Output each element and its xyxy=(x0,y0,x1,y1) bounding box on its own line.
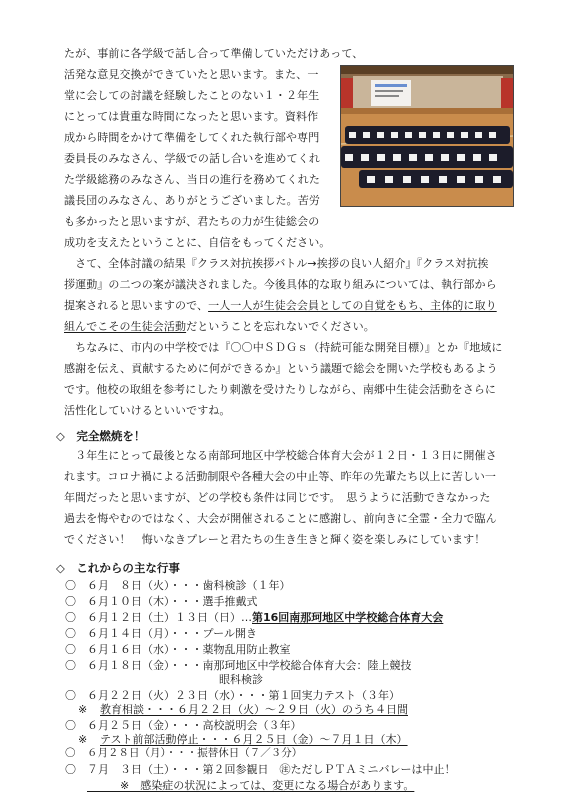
paragraph-line: さて、全体討議の結果『クラス対抗挨拶バトル→挨拶の良い人紹介』『クラス対抗挨 xyxy=(64,257,489,270)
schedule-footnote xyxy=(65,778,414,793)
schedule-bullet: 〇 xyxy=(65,747,76,759)
note-mark: ※ xyxy=(78,733,88,746)
underlined-emphasis: 一人一人が生徒会会員としての自覚をもち、主体的に取り xyxy=(208,299,497,312)
schedule-item xyxy=(65,610,443,625)
paragraph-line: 活性化していけるといいですね。 xyxy=(64,404,231,417)
paragraph-line: です。他校の取組を参考にしたり刺激を受けたりしながら、南郷中生徒会活動をさらに xyxy=(64,383,497,396)
schedule-item xyxy=(65,672,263,687)
schedule-bullet: 〇 xyxy=(65,579,76,592)
schedule-bullet: 〇 xyxy=(65,611,76,624)
schedule-item xyxy=(65,746,302,761)
intro-line: も多かったと思いますが、君たちの力が生徒総会の xyxy=(64,215,320,228)
schedule-bullet: 〇 xyxy=(65,689,76,702)
schedule-bullet: 〇 xyxy=(65,719,76,732)
schedule-text: 眼科検診 xyxy=(87,673,263,686)
intro-line: 堂に会しての討議を経験したことのない１・２年生 xyxy=(64,89,320,102)
note-mark: ※ xyxy=(78,703,88,716)
schedule-text: ※ 感染症の状況によっては、変更になる場合があります。 xyxy=(87,779,415,792)
intro-line: 議長団のみなさん、ありがとうございました。苦労 xyxy=(64,194,320,207)
underlined-emphasis: 組んでこその生徒会活動 xyxy=(64,320,187,333)
schedule-bullet: 〇 xyxy=(65,627,76,640)
paragraph-line: ３年生にとって最後となる南部珂地区中学校総合体育大会が１２日・１３日に開催さ xyxy=(64,449,497,462)
schedule-text: ７月 ３日（土）・・・第２回参観日 ㊟ただしＰＴＡミニバレーは中止！ xyxy=(87,763,456,776)
schedule-item xyxy=(65,642,291,657)
schedule-item xyxy=(65,688,400,703)
schedule-text: ６月 ８日（火）・・・歯科検診（１年） xyxy=(87,579,291,592)
schedule-item xyxy=(65,718,302,733)
paragraph-text: だということを忘れないでください。 xyxy=(186,320,375,333)
schedule-item xyxy=(65,762,456,777)
intro-line: 活発な意見交換ができていたと思います。また、一 xyxy=(64,68,319,81)
intro-line: た学級総務のみなさん、当日の進行を務めてくれた xyxy=(64,173,320,186)
schedule-item xyxy=(65,578,291,593)
paragraph-line: 感謝を伝え、貢献するために何ができるか』という議題で総会を開いた学校もあるよう xyxy=(64,362,498,375)
intro-line: たが、事前に各学級で話し合って準備していただけあって、 xyxy=(64,47,364,60)
schedule-note xyxy=(78,732,408,747)
schedule-item xyxy=(65,626,257,641)
schedule-bullet: 〇 xyxy=(65,659,76,672)
paragraph-line xyxy=(64,298,497,313)
paragraph-line: れます。コロナ禍による活動制限や各種大会の中止等、昨年の先輩たち以上に苦しい一 xyxy=(64,470,497,483)
paragraph-line: 過去を悔やむのではなく、大会が開催されることに感謝し、前向きに全霊・全力で臨ん xyxy=(64,512,497,525)
schedule-item xyxy=(65,594,258,609)
schedule-text: ６月１４日（月）・・・プール開き xyxy=(87,627,257,640)
intro-line: にとっては貴重な時間になったと思います。資料作 xyxy=(64,110,319,123)
paragraph-line: 拶運動』の二つの案が議決されました。今後具体的な取り組みについては、執行部から xyxy=(64,278,497,291)
gymnasium-image xyxy=(341,66,513,206)
schedule-text: ６月２２日（火）２３日（水）・・・第１回実力テスト（３年） xyxy=(87,689,401,702)
paragraph-line: でください！ 悔いなきプレーと君たちの生き生きと輝く姿を楽しみにしています！ xyxy=(64,533,486,546)
intro-line: 委員長のみなさん、学級での話し合いを進めてくれ xyxy=(64,152,320,165)
schedule-text: ６月２５日（金）・・・高校説明会（３年） xyxy=(87,719,302,732)
paragraph-line: ちなみに、市内の中学校では『〇〇中ＳＤＧｓ（持続可能な開発目標）』とか『地域に xyxy=(64,341,503,354)
schedule-text: ６月１８日（金）・・・南那珂地区中学校総合体育大会：陸上競技 xyxy=(87,659,412,672)
section-heading-events: ◇ これからの主な行事 xyxy=(56,561,180,575)
schedule-text: ６月１０日（木）・・・選手推戴式 xyxy=(87,595,258,608)
paragraph-text: 提案されると思いますので、 xyxy=(64,299,209,312)
note-text: テスト前部活動停止・・・６月２５日（金）～７月１日（木） xyxy=(100,733,408,746)
section-heading-kanzen-nensho: ◇ 完全燃焼を！ xyxy=(56,429,146,443)
note-text: 教育相談・・・６月２２日（火）～２９日（火）のうち４日間 xyxy=(100,703,408,716)
schedule-text: ６月１２日（土）１３日（日）… xyxy=(87,611,252,624)
schedule-bullet: 〇 xyxy=(65,595,76,608)
intro-line: 成から時間をかけて準備をしてくれた執行部や専門 xyxy=(64,131,320,144)
intro-line: 成功を支えたということに、自信をもってください。 xyxy=(64,236,331,249)
paragraph-line xyxy=(64,319,375,334)
schedule-bullet: 〇 xyxy=(65,643,76,656)
paragraph-line: 年間だったと思いますが、どの学校も条件は同じです。 思うように活動できなかった xyxy=(64,491,491,504)
assembly-photo xyxy=(340,65,514,207)
schedule-item xyxy=(65,658,412,673)
schedule-text: ６月２８日（月）・・・振替休日（７／３分） xyxy=(87,747,303,759)
schedule-text: ６月１６日（水）・・・薬物乱用防止教室 xyxy=(87,643,291,656)
schedule-note xyxy=(78,702,408,717)
tournament-name-emphasis: 第16回南那珂地区中学校総合体育大会 xyxy=(252,611,444,624)
schedule-bullet: 〇 xyxy=(65,763,76,776)
